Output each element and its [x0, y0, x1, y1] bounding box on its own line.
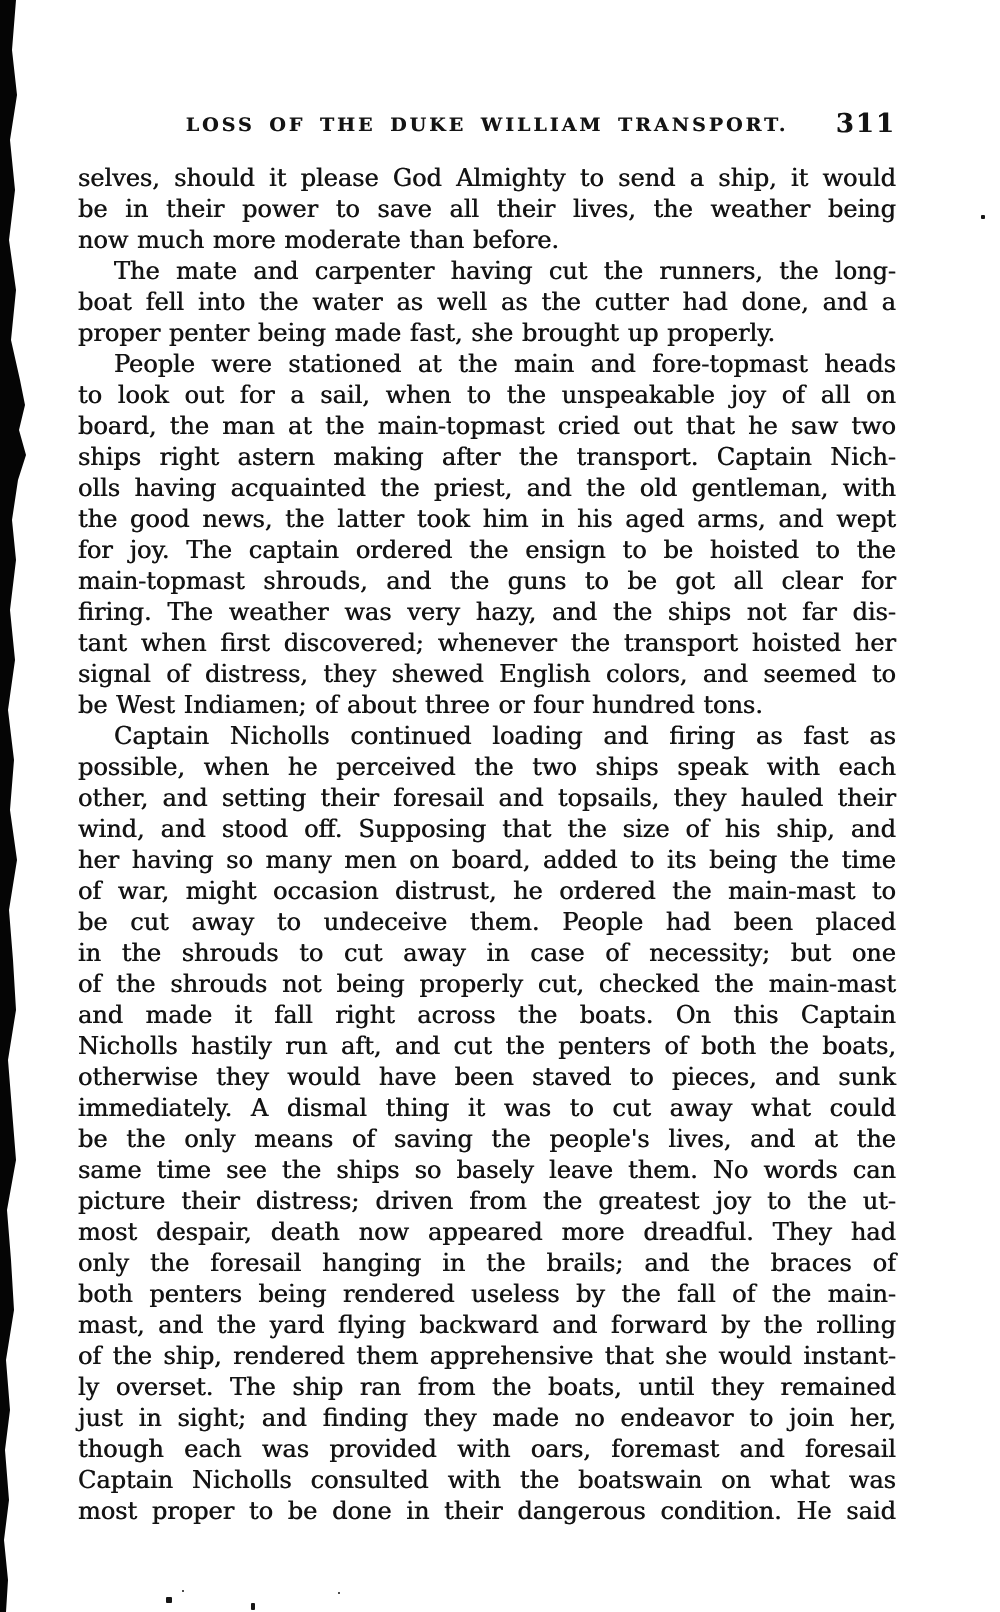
text-line: Captain Nicholls continued loading and firing as fast as: [114, 722, 896, 750]
text-line: other, and setting their foresail and topsails, they hauled their: [78, 784, 896, 812]
text-line: be West Indiamen; of about three or four hundred tons.: [78, 691, 763, 719]
text-line: be the only means of saving the people's lives, and at the: [78, 1125, 896, 1153]
text-line: picture their distress; driven from the greatest joy to the ut-: [78, 1187, 896, 1215]
text-line: in the shrouds to cut away in case of necessity; but one: [78, 939, 896, 967]
text-line: proper penter being made fast, she brought up properly.: [78, 319, 776, 347]
text-line: immediately. A dismal thing it was to cut away what could: [78, 1094, 896, 1122]
text-line: firing. The weather was very hazy, and the ships not far dis-: [78, 598, 896, 626]
text-line: signal of distress, they shewed English colors, and seemed to: [78, 660, 896, 688]
text-line: ly overset. The ship ran from the boats, until they remained: [78, 1373, 896, 1401]
page-number: 311: [835, 109, 896, 139]
text-line: just in sight; and finding they made no endeavor to join her,: [78, 1404, 896, 1432]
text-line: People were stationed at the main and fore-topmast heads: [114, 350, 896, 378]
text-line: selves, should it please God Almighty to send a ship, it would: [78, 164, 896, 192]
text-line: The mate and carpenter having cut the runners, the long-: [114, 257, 896, 285]
text-line: possible, when he perceived the two ships speak with each: [78, 753, 896, 781]
text-line: tant when first discovered; whenever the transport hoisted her: [78, 629, 896, 657]
text-line: board, the man at the main-topmast cried out that he saw two: [78, 412, 896, 440]
text-line: Captain Nicholls consulted with the boatswain on what was: [78, 1466, 896, 1494]
running-header: [78, 109, 896, 141]
text-line: her having so many men on board, added to its being the time: [78, 846, 896, 874]
text-line: otherwise they would have been staved to pieces, and sunk: [78, 1063, 896, 1091]
text-line: be cut away to undeceive them. People had been placed: [78, 908, 896, 936]
text-line: the good news, the latter took him in his aged arms, and wept: [78, 505, 896, 533]
text-line: most proper to be done in their dangerous condition. He said: [78, 1497, 896, 1525]
text-line: of the shrouds not being properly cut, checked the main-mast: [78, 970, 896, 998]
header-title: LOSS OF THE DUKE WILLIAM TRANSPORT.: [185, 114, 789, 136]
text-line: wind, and stood off. Supposing that the size of his ship, and: [78, 815, 896, 843]
text-line: of war, might occasion distrust, he ordered the main-mast to: [78, 877, 896, 905]
paragraph: [78, 163, 896, 256]
scan-speck: [166, 1597, 172, 1603]
text-line: of the ship, rendered them apprehensive that she would instant-: [78, 1342, 896, 1370]
paragraph: [78, 256, 896, 349]
text-line: now much more moderate than before.: [78, 226, 560, 254]
text-line: to look out for a sail, when to the unspeakable joy of all on: [78, 381, 896, 409]
scan-left-edge-artifact: [0, 0, 30, 1612]
text-line: both penters being rendered useless by the fall of the main-: [78, 1280, 896, 1308]
body-text: [78, 163, 896, 1527]
scan-speck: [182, 1590, 184, 1592]
text-line: though each was provided with oars, foremast and foresail: [78, 1435, 896, 1463]
text-line: for joy. The captain ordered the ensign to be hoisted to the: [78, 536, 896, 564]
text-line: same time see the ships so basely leave them. No words can: [78, 1156, 896, 1184]
paragraph: [78, 721, 896, 1527]
text-line: only the foresail hanging in the brails; and the braces of: [78, 1249, 896, 1277]
text-line: mast, and the yard flying backward and forward by the rolling: [78, 1311, 896, 1339]
scan-speck: [251, 1603, 255, 1610]
text-line: and made it fall right across the boats. On this Captain: [78, 1001, 896, 1029]
scan-speck: [338, 1592, 340, 1594]
text-line: boat fell into the water as well as the cutter had done, and a: [78, 288, 896, 316]
paragraph: [78, 349, 896, 721]
text-line: olls having acquainted the priest, and the old gentleman, with: [78, 474, 896, 502]
scan-speck: [981, 215, 985, 219]
text-line: ships right astern making after the transport. Captain Nich-: [78, 443, 896, 471]
text-line: most despair, death now appeared more dreadful. They had: [78, 1218, 896, 1246]
text-line: main-topmast shrouds, and the guns to be got all clear for: [78, 567, 896, 595]
text-line: be in their power to save all their lives, the weather being: [78, 195, 896, 223]
text-line: Nicholls hastily run aft, and cut the penters of both the boats,: [78, 1032, 896, 1060]
